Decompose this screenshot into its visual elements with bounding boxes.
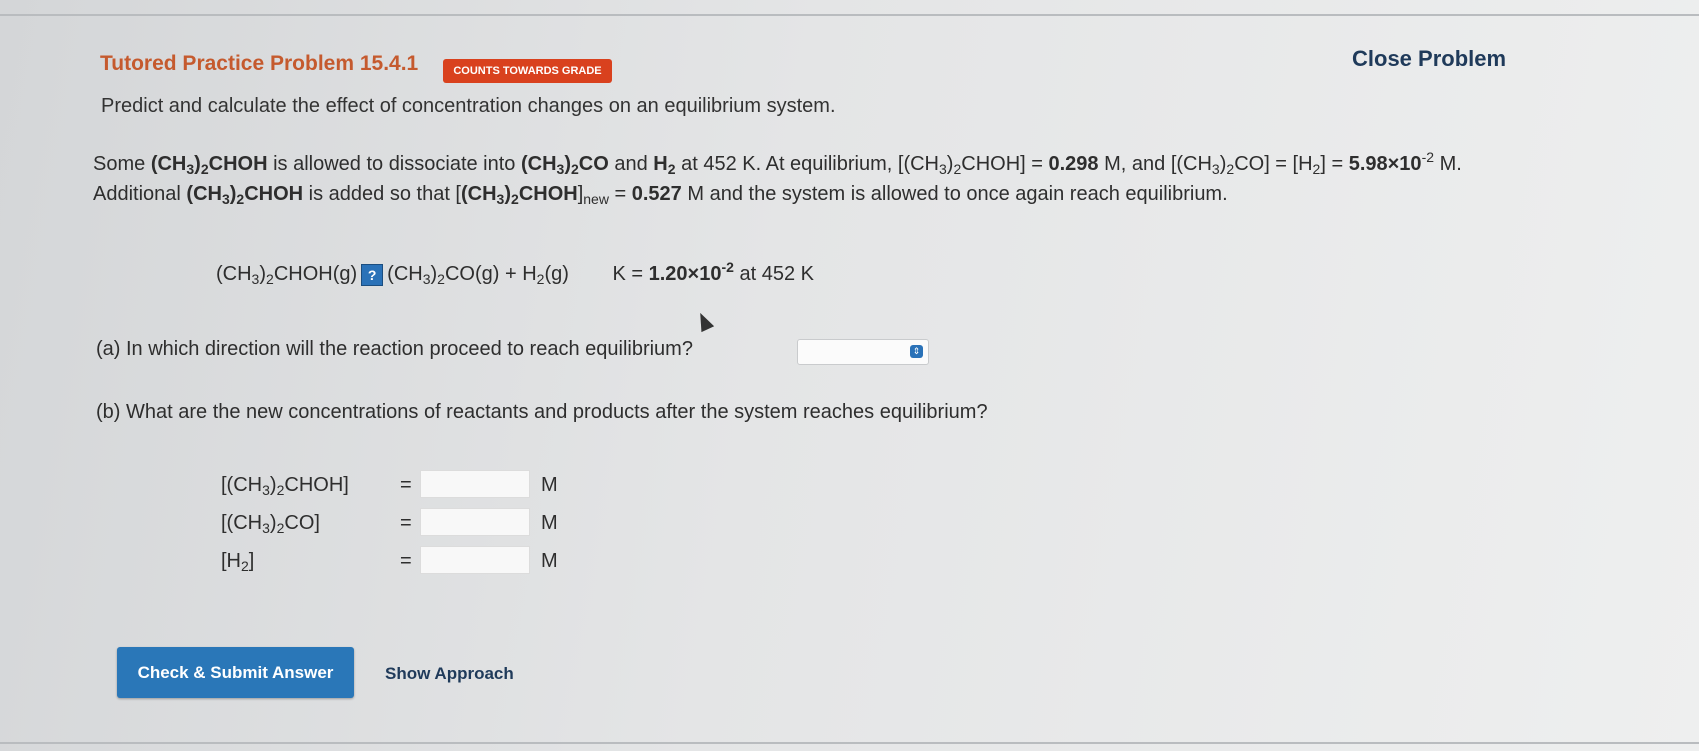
mouse-cursor-icon [694,310,714,332]
species-label-ch3-2co: $[(CH_3)_2CO]$ [221,512,320,536]
close-problem-link[interactable]: Close Problem [1352,46,1507,71]
select-arrows-icon: ⇕ [910,345,923,358]
bottom-divider [0,742,1699,744]
reaction-equation [216,259,814,287]
species-label-h2: $[H_2]$ [221,550,255,574]
unit-label: M [541,474,558,496]
products: $(CH_3)_2CO(g) + H_2(g)$ [387,263,569,287]
part-b-question: (b) What are the new concentrations of reactants and products after the system reaches equilibrium? [96,401,988,423]
top-divider [0,14,1699,16]
check-submit-button[interactable]: Check & Submit Answer [117,647,354,698]
problem-title: Tutored Practice Problem 15.4.1 [100,52,419,75]
counts-towards-grade-badge: COUNTS TOWARDS GRADE [443,59,612,83]
unit-label: M [541,512,558,534]
problem-subtitle: Predict and calculate the effect of concentration changes on an equilibrium system. [101,95,836,117]
equals-sign: = [400,474,412,496]
problem-statement: Some $(CH_3)_2CHOH$ is allowed to dissociate into $(CH_3)_2CO$ and $H_2$ at 452 K. At equilibrium, $[(CH_3)_2CHOH] = 0.298$ M, and $[(CH_3)_2CO] = [H_2] = 5.98\times 10^{-2}$ M. Additional $(CH_3)_2CHOH$ is added so that $[(CH_3)_2CHOH]_{new} = 0.527$ M and the system is allowed to once again reach equilibrium. [93,149,1462,207]
ch3-2co-concentration-input[interactable] [420,508,530,536]
ch3-2choh-concentration-input[interactable] [420,470,530,498]
species-label-ch3-2choh: $[(CH_3)_2CHOH]$ [221,474,349,498]
direction-select[interactable] [797,339,929,365]
reactant: $(CH_3)_2CHOH(g)$ [216,263,358,287]
equals-sign: = [400,550,412,572]
h2-concentration-input[interactable] [420,546,530,574]
question-box-icon: ? [361,264,383,286]
equals-sign: = [400,512,412,534]
equilibrium-constant: $K = 1.20\times 10^{-2}$ at 452 K [612,259,814,285]
show-approach-link[interactable]: Show Approach [385,664,514,683]
part-a-question: (a) In which direction will the reaction proceed to reach equilibrium? [96,338,693,360]
unit-label: M [541,550,558,572]
